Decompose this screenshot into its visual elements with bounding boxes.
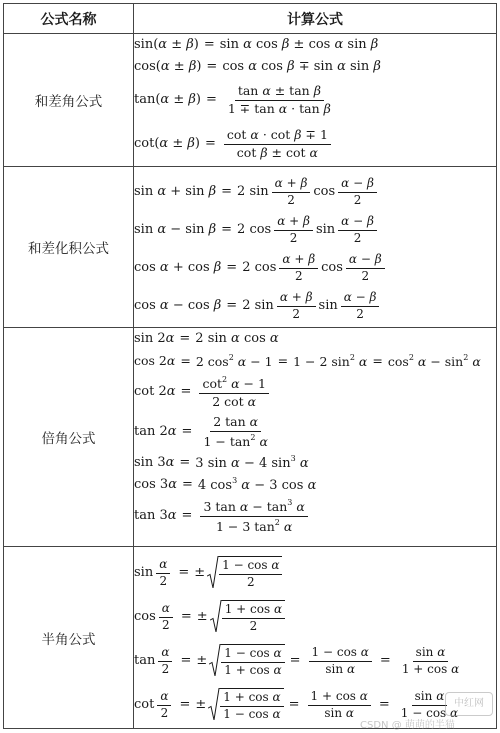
formula-line: cos 3α = 4 $\cos^3 \alpha - 3$ cos α (134, 476, 317, 494)
section-formulas (134, 167, 497, 328)
formula-line: sin 3α = 3 sin α − 4 $\sin^3 \alpha$ (134, 454, 309, 472)
formula-line: tan(α ± β) = $\frac{\text{tan α ± tan β}}{\text{1 ∓ tan α · tan β}}$ (134, 83, 331, 116)
section-name: 和差角公式 (4, 34, 134, 167)
section-formulas (134, 328, 497, 547)
watermark-text: CSDN @ 萌萌的半猫 (360, 720, 455, 731)
header-name-cell: 公式名称 (4, 4, 134, 34)
formula-line: cot $\frac{\alpha}{2}$ = ± $\frac{\text{1 + cos α}}{\text{1 − cos α}}$ = $\frac{\text{1 + cos α}}{\text{sin α}}$ = $\frac{\text{sin α}}{\text{1 − cos α}}$ (134, 688, 459, 721)
header-row (4, 4, 497, 34)
header-formula-cell: 计算公式 (134, 4, 497, 34)
formula-line: cot(α ± β) = $\frac{\text{cot α · cot β ∓ 1}}{\text{cot β ± cot α}}$ (134, 122, 496, 166)
section-row-multiple-angle (4, 328, 497, 547)
section-name: 和差化积公式 (4, 167, 134, 328)
formula-line: tan 2α = $\frac{\text{2 tan α}}{1 - \tan^2 \alpha}$ (134, 414, 268, 449)
formula-line: sin 2α = 2 sin α cos α (134, 330, 279, 346)
section-formulas (134, 34, 497, 167)
formula-line: cos 2α = 2 $\cos^2 \alpha - 1$ = 1 − 2 $\sin^2 \alpha$ = $\cos^2 \alpha - \sin^2 \alpha$ (134, 352, 481, 369)
formula-line: cos(α ± β) = cos α cos β ∓ sin α sin β (134, 58, 381, 74)
section-row-half-angle (4, 547, 497, 729)
formula-table (3, 3, 497, 729)
section-name: 半角公式 (4, 547, 134, 729)
formula-line: cos α − cos β = 2 sin $\frac{\alpha + \beta}{2}$ sin $\frac{\alpha - \beta}{2}$ (134, 287, 496, 325)
formula-line: sin α + sin β = 2 sin $\frac{\alpha + \beta}{2}$ cos $\frac{\alpha - \beta}{2}$ (134, 173, 496, 211)
formula-line: tan $\frac{\alpha}{2}$ = ± $\frac{\text{1 − cos α}}{\text{1 + cos α}}$ = $\frac{\text{1 − cos α}}{\text{sin α}}$ = $\frac{\text{sin α}}{\text{1 + cos α}}$ (134, 644, 460, 677)
formula-line: cos $\frac{\alpha}{2}$ = ± $\frac{\text{1 + cos α}}{2}$ (134, 595, 496, 639)
watermark-logo: 中红网 (445, 692, 493, 716)
formula-line: tan 3α = $\frac{3 \tan \alpha - \tan^3 \alpha}{1 - 3 \tan^2 \alpha}$ (134, 496, 496, 536)
formula-line: sin(α ± β) = sin α cos β ± cos α sin β (134, 36, 379, 52)
formula-line: cos α + cos β = 2 cos $\frac{\alpha + \beta}{2}$ cos $\frac{\alpha - \beta}{2}$ (134, 249, 496, 287)
section-formulas (134, 547, 497, 729)
formula-line: sin $\frac{\alpha}{2}$ = ± $\frac{\text{1 − cos α}}{2}$ (134, 551, 496, 595)
formula-line: sin α − sin β = 2 cos $\frac{\alpha + \beta}{2}$ sin $\frac{\alpha - \beta}{2}$ (134, 211, 496, 249)
section-row-sum-to-product (4, 167, 497, 328)
formula-line: cot 2α = $\frac{\cot^2 \alpha - 1}{\text{2 cot α}}$ (134, 372, 496, 412)
section-row-sum-difference (4, 34, 497, 167)
section-name: 倍角公式 (4, 328, 134, 547)
